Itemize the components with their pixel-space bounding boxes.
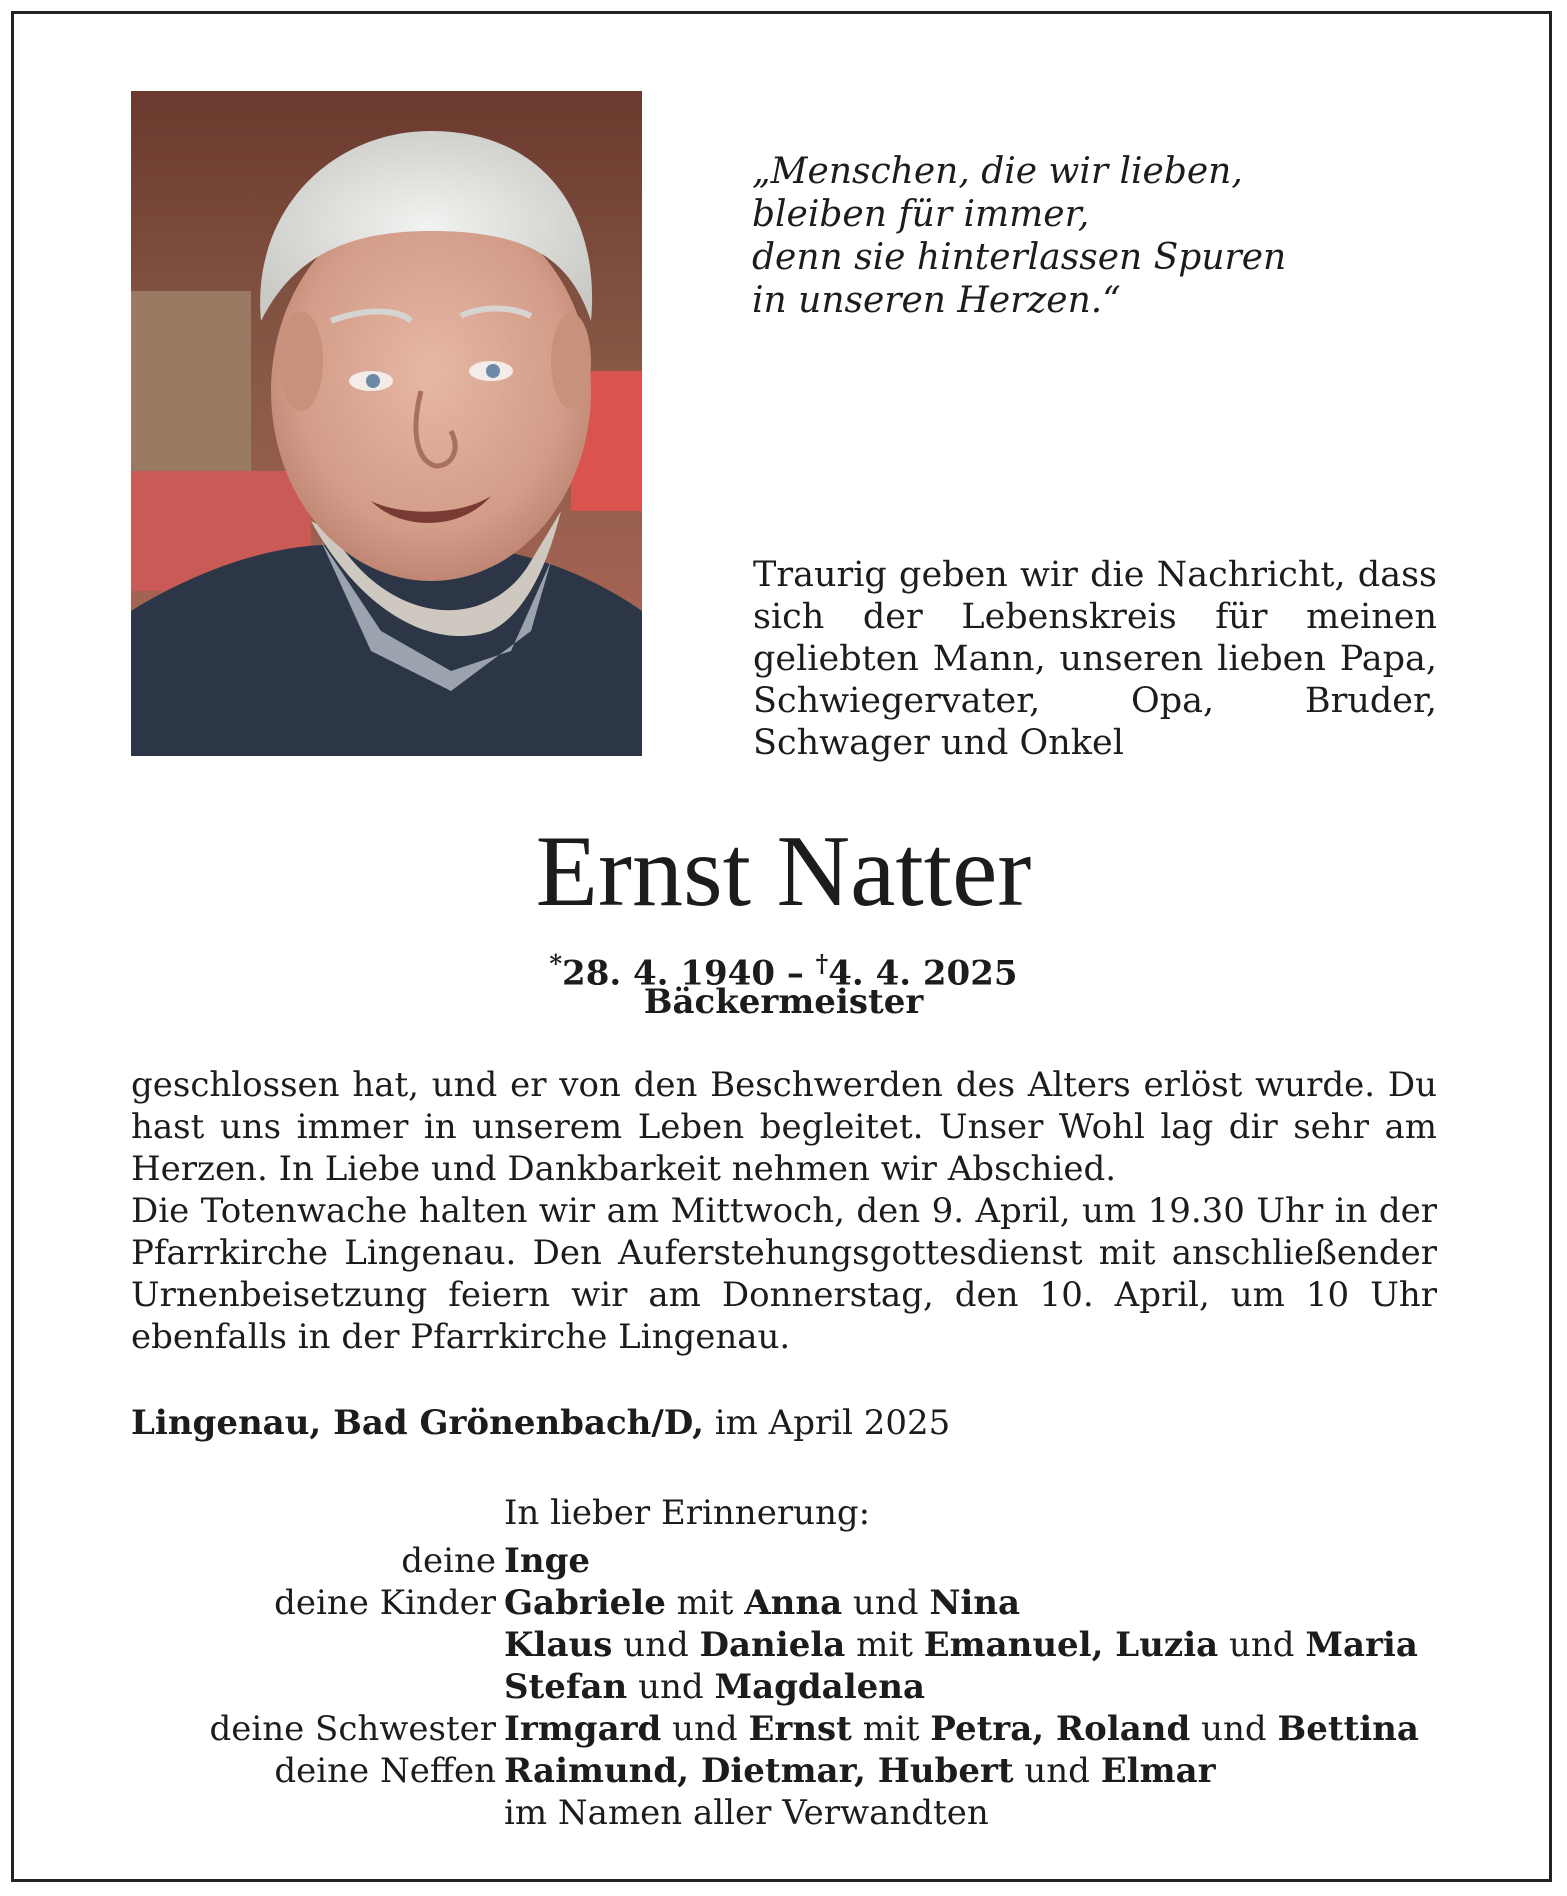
body-paragraph: Die Totenwache halten wir am Mittwoch, den 9. April, um 19.30 Uhr in der Pfarrkirche Lingenau. Den Auferstehungsgottesdienst mit anschließender Urnenbeisetzung feiern wir am Donnerstag, den 10. April, um 10 Uhr ebenfalls in der Pfarrkirche Lingenau. bbox=[131, 1191, 1437, 1357]
relative-label: deine Neffen bbox=[274, 1751, 496, 1791]
relative-name: Klaus bbox=[504, 1625, 613, 1665]
relative-name: Daniela bbox=[699, 1625, 846, 1665]
closing-line: im Namen aller Verwandten bbox=[504, 1793, 989, 1833]
portrait-photo bbox=[131, 91, 642, 756]
body-paragraph: geschlossen hat, und er von den Beschwerden des Alters erlöst wurde. Du hast uns immer in unserem Leben begleitet. Unser Wohl lag dir sehr am Herzen. In Liebe und Dankbarkeit nehmen wir Abschied. bbox=[131, 1065, 1437, 1189]
relative-label bbox=[100, 1624, 504, 1666]
relative-name: Stefan bbox=[504, 1667, 628, 1707]
relative-name: Nina bbox=[929, 1583, 1021, 1623]
place-date bbox=[131, 1402, 1231, 1444]
relative-connector: und bbox=[661, 1709, 749, 1749]
relative-row bbox=[100, 1624, 1460, 1666]
date-separator: – bbox=[774, 953, 816, 994]
relative-name: Raimund, Dietmar, Hubert bbox=[504, 1751, 1014, 1791]
relative-label: deine Schwester bbox=[209, 1709, 496, 1749]
relative-row bbox=[100, 1666, 1460, 1708]
relative-label bbox=[100, 1666, 504, 1708]
birth-date: 28. 4. 1940 bbox=[562, 953, 775, 994]
relative-row bbox=[100, 1582, 1460, 1624]
relative-connector: mit bbox=[665, 1583, 745, 1623]
relative-row bbox=[100, 1750, 1460, 1792]
relative-row bbox=[100, 1540, 1460, 1582]
relative-names bbox=[504, 1666, 925, 1708]
place-month: im April 2025 bbox=[714, 1403, 951, 1443]
relative-row bbox=[100, 1708, 1460, 1750]
main-text bbox=[131, 1064, 1437, 1358]
relative-name: Magdalena bbox=[714, 1667, 926, 1707]
relative-name: Elmar bbox=[1100, 1751, 1216, 1791]
death-symbol: † bbox=[815, 949, 829, 978]
relative-name: Petra, Roland bbox=[930, 1709, 1191, 1749]
relative-name: Bettina bbox=[1277, 1709, 1419, 1749]
quote-line: denn sie hinterlassen Spuren bbox=[752, 237, 1287, 278]
relative-names bbox=[504, 1624, 1418, 1666]
relative-names bbox=[504, 1582, 1020, 1624]
relative-connector: und bbox=[1190, 1709, 1278, 1749]
relative-connector: mit bbox=[851, 1709, 931, 1749]
relative-connector: und bbox=[627, 1667, 715, 1707]
quote bbox=[752, 150, 1452, 322]
birth-symbol: * bbox=[549, 949, 563, 978]
relative-name: Inge bbox=[504, 1541, 591, 1581]
quote-line: in unseren Herzen.“ bbox=[752, 280, 1121, 321]
relative-name: Anna bbox=[744, 1583, 843, 1623]
place-location: Lingenau, Bad Grönenbach/D, bbox=[131, 1403, 704, 1443]
quote-line: „Menschen, die wir lieben, bbox=[752, 151, 1243, 192]
death-date: 4. 4. 2025 bbox=[828, 953, 1018, 994]
profession: Bäckermeister bbox=[643, 982, 924, 1022]
intro-text: Traurig geben wir die Nachricht, dass sich der Lebenskreis für meinen geliebten Mann, unseren lieben Papa, Schwiegervater, Opa, Bruder, Schwager und Onkel bbox=[753, 555, 1437, 763]
relative-name: Irmgard bbox=[504, 1709, 662, 1749]
relative-label: deine Kinder bbox=[274, 1583, 496, 1623]
relative-connector: mit bbox=[845, 1625, 924, 1665]
relative-names bbox=[504, 1750, 1216, 1792]
relative-connector: und bbox=[612, 1625, 700, 1665]
relative-name: Emanuel, Luzia bbox=[923, 1625, 1219, 1665]
relatives-list bbox=[100, 1540, 1460, 1792]
relative-label: deine bbox=[401, 1541, 496, 1581]
relative-name: Maria bbox=[1305, 1625, 1418, 1665]
relative-names bbox=[504, 1708, 1419, 1750]
relative-name: Ernst bbox=[748, 1709, 852, 1749]
relative-connector: und bbox=[1218, 1625, 1306, 1665]
relative-connector: und bbox=[1013, 1751, 1101, 1791]
quote-line: bleiben für immer, bbox=[752, 194, 1090, 235]
deceased-name: Ernst Natter bbox=[535, 815, 1032, 928]
remembrance-heading: In lieber Erinnerung: bbox=[504, 1493, 871, 1533]
relative-connector: und bbox=[842, 1583, 930, 1623]
relative-names bbox=[504, 1540, 590, 1582]
relative-name: Gabriele bbox=[504, 1583, 666, 1623]
